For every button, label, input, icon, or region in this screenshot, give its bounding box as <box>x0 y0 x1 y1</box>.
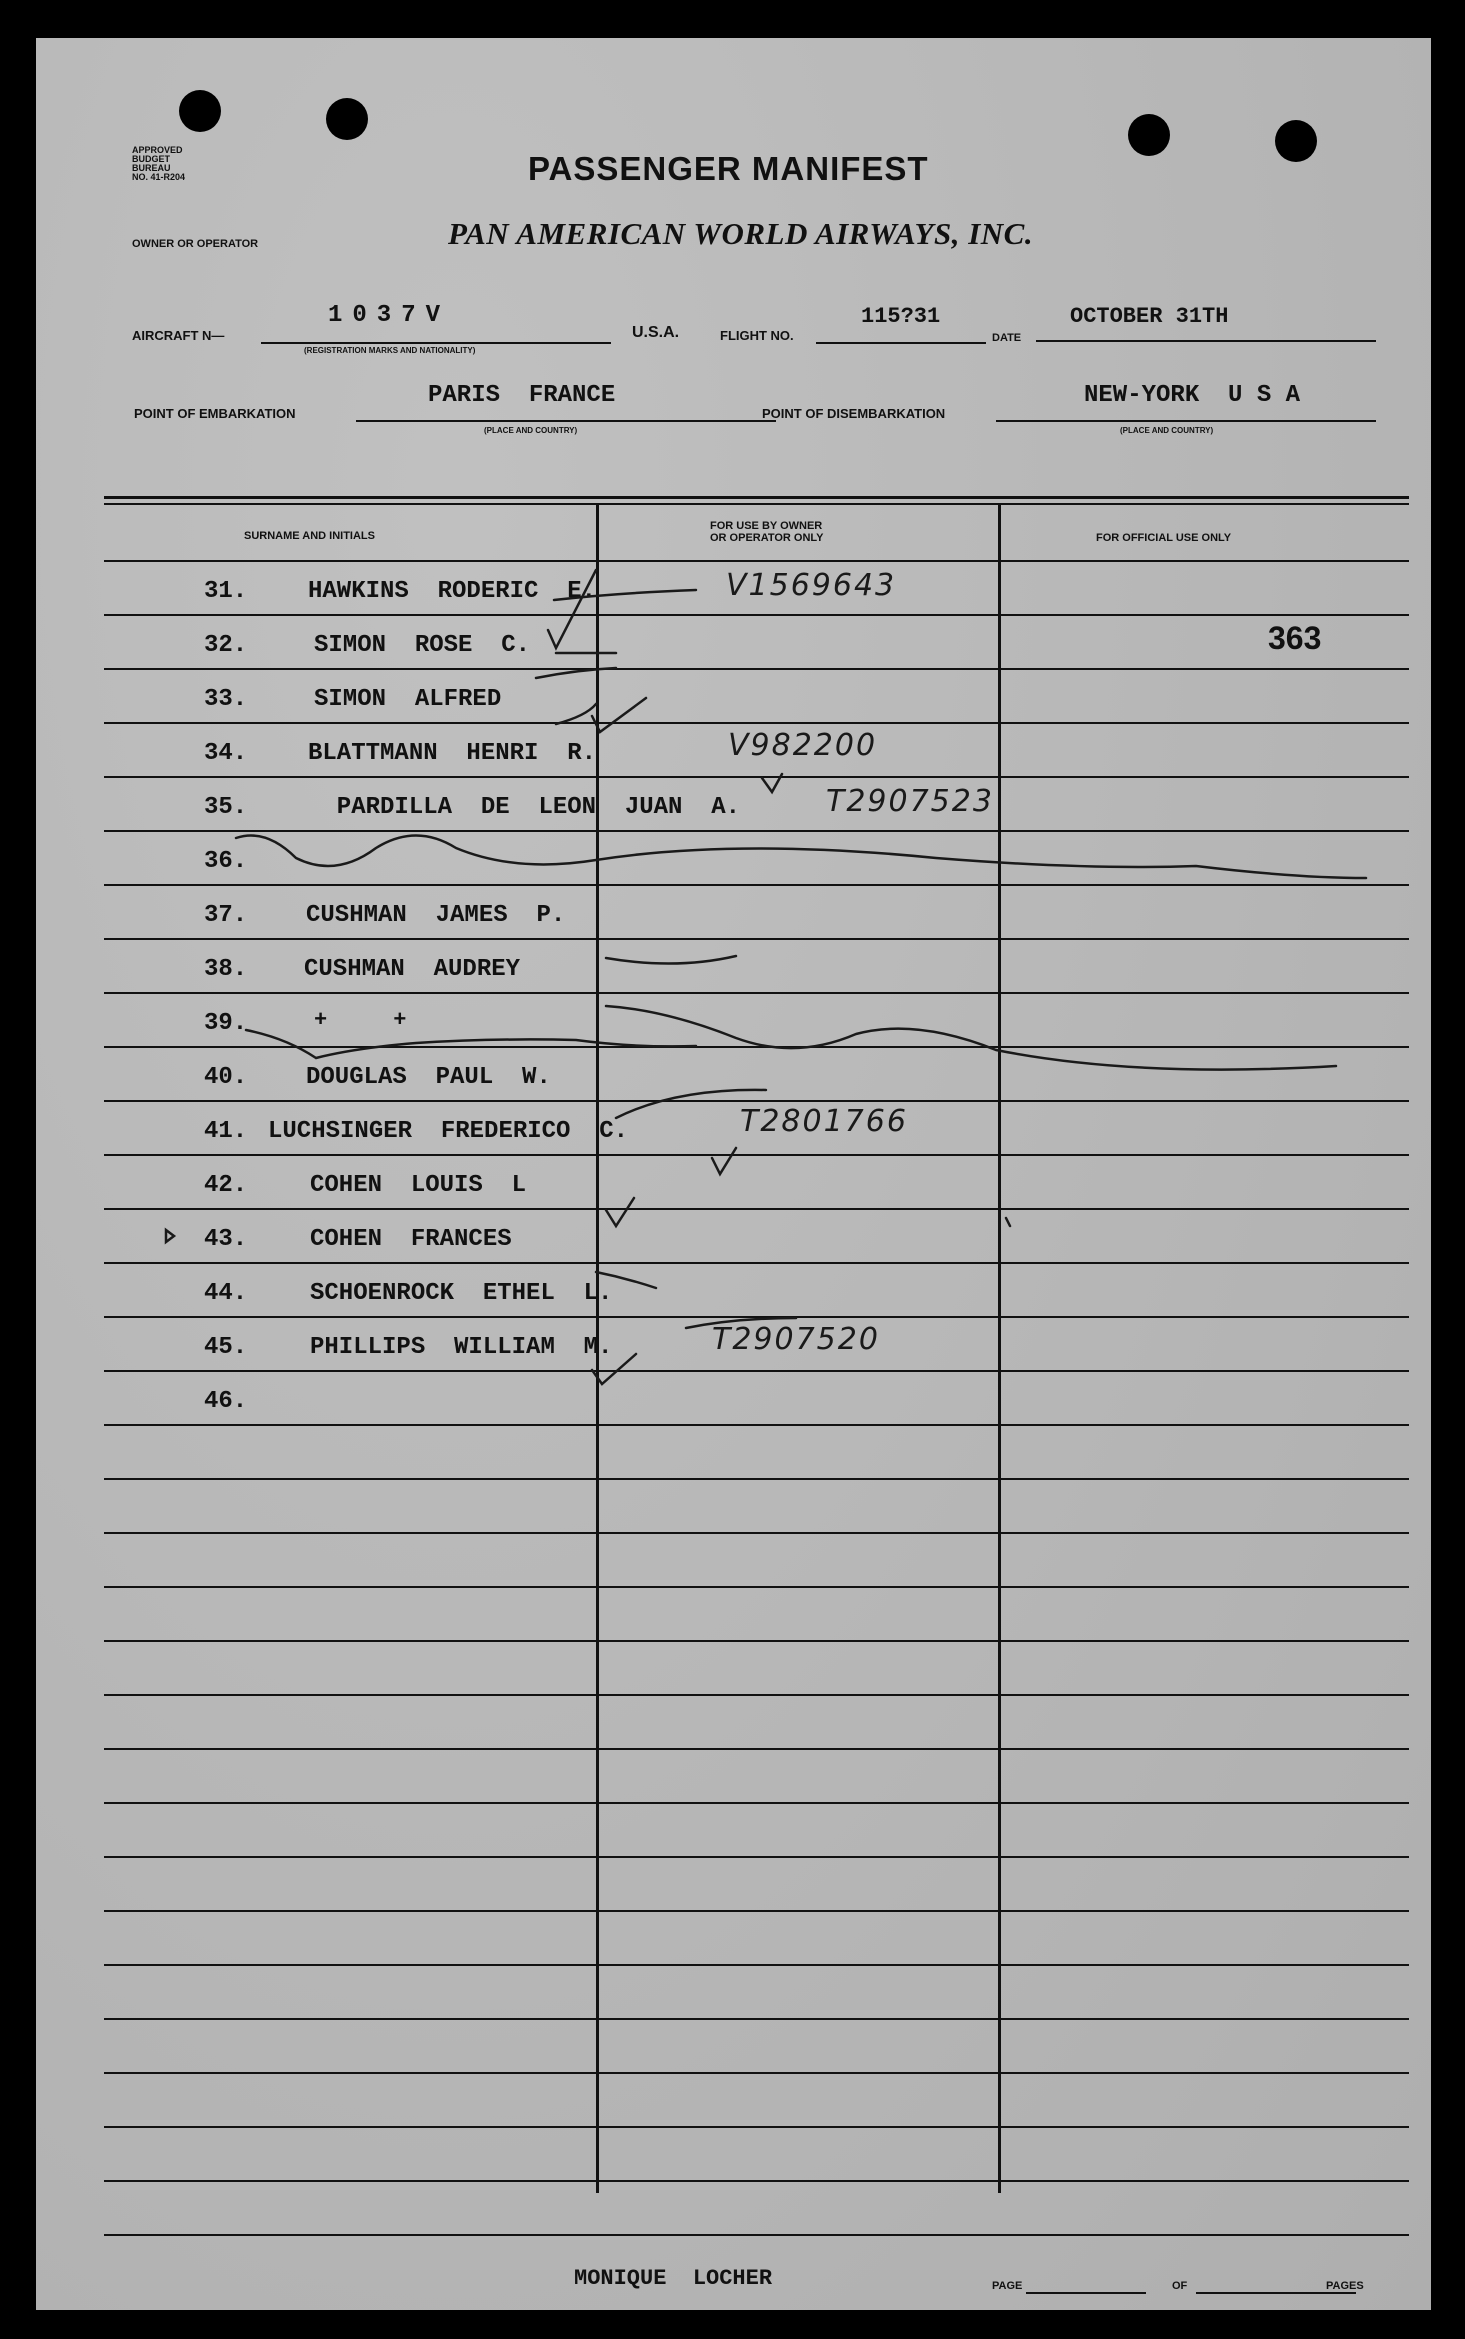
table-rule-line <box>104 2180 1409 2182</box>
date-underline <box>1036 340 1376 342</box>
flight-number: 115?31 <box>861 304 941 329</box>
signature-name: MONIQUE LOCHER <box>574 2266 773 2291</box>
passenger-name: COHEN FRANCES <box>310 1226 512 1253</box>
punch-hole <box>179 90 221 132</box>
table-top-rule <box>104 496 1409 499</box>
row-number: 42. <box>204 1172 248 1199</box>
page-underline <box>1026 2292 1146 2294</box>
passenger-name: COHEN LOUIS L <box>310 1172 527 1199</box>
passenger-name: CUSHMAN JAMES P. <box>306 902 566 929</box>
registration-label: (REGISTRATION MARKS AND NATIONALITY) <box>304 346 476 355</box>
passenger-name: SIMON ROSE C. <box>314 632 531 659</box>
flight-underline <box>816 342 986 344</box>
handwritten-marks <box>36 518 1431 1718</box>
row-number: 41. <box>204 1118 248 1145</box>
disembark-value: NEW-YORK U S A <box>1084 382 1301 409</box>
disembark-label: POINT OF DISEMBARKATION <box>762 406 946 421</box>
aircraft-label: AIRCRAFT N— <box>132 328 225 343</box>
aircraft-underline <box>261 342 611 344</box>
table-rule-line <box>104 1910 1409 1912</box>
country-label: U.S.A. <box>632 324 680 341</box>
punch-hole <box>1128 114 1170 156</box>
row-number: 37. <box>204 902 248 929</box>
row-number: 40. <box>204 1064 248 1091</box>
row-number: 31. <box>204 578 248 605</box>
embark-place-label: (PLACE AND COUNTRY) <box>484 426 578 435</box>
disembark-place-label: (PLACE AND COUNTRY) <box>1120 426 1214 435</box>
row-number: 34. <box>204 740 248 767</box>
embark-underline <box>356 420 776 422</box>
embark-label: POINT OF EMBARKATION <box>134 406 296 421</box>
page-title: PASSENGER MANIFEST <box>528 150 929 187</box>
table-rule-line <box>104 1802 1409 1804</box>
passenger-name: HAWKINS RODERIC E. <box>308 578 597 605</box>
passenger-name: BLATTMANN HENRI R. <box>308 740 597 767</box>
row-number: 35. <box>204 794 248 821</box>
airline-name: PAN AMERICAN WORLD AIRWAYS, INC. <box>448 216 1034 251</box>
passenger-name: PHILLIPS WILLIAM M. <box>310 1334 613 1361</box>
table-rule-line <box>104 1964 1409 1966</box>
manifest-sheet <box>36 38 1431 2310</box>
official-number: 363 <box>1268 620 1322 656</box>
owner-label: OWNER OR OPERATOR <box>132 238 259 250</box>
col-header-official: FOR OFFICIAL USE ONLY <box>1096 532 1232 544</box>
embark-value: PARIS FRANCE <box>428 382 616 409</box>
approval-block <box>132 146 185 182</box>
col-header-names: SURNAME AND INITIALS <box>244 530 375 542</box>
col-header-owner: FOR USE BY OWNER <box>710 520 823 532</box>
passport-number: T2801766 <box>740 1104 908 1139</box>
punch-hole <box>1275 120 1317 162</box>
table-rule-line <box>104 2126 1409 2128</box>
passenger-name: PARDILLA DE LEON JUAN A. <box>308 794 741 821</box>
date-label: DATE <box>992 332 1022 344</box>
row-number: 33. <box>204 686 248 713</box>
passenger-name: LUCHSINGER FREDERICO C. <box>268 1118 629 1145</box>
passenger-name: DOUGLAS PAUL W. <box>306 1064 551 1091</box>
disembark-underline <box>996 420 1376 422</box>
row-number: 39. <box>204 1010 248 1037</box>
passenger-name: CUSHMAN AUDREY <box>304 956 521 983</box>
table-top-rule <box>104 503 1409 505</box>
col-header-owner: OR OPERATOR ONLY <box>710 532 824 544</box>
passport-number: T2907520 <box>712 1322 880 1357</box>
table-rule-line <box>104 1748 1409 1750</box>
flight-label: FLIGHT NO. <box>720 328 794 343</box>
row-number: 36. <box>204 848 248 875</box>
punch-hole <box>326 98 368 140</box>
approval-line: BUREAU <box>132 163 171 173</box>
passport-number: V1569643 <box>726 568 897 603</box>
footer-rule <box>104 2234 1409 2236</box>
row-number: 43. <box>204 1226 248 1253</box>
of-label: OF <box>1172 2280 1188 2292</box>
of-underline <box>1196 2292 1356 2294</box>
page-label: PAGE <box>992 2280 1023 2292</box>
pages-label: PAGES <box>1326 2280 1364 2292</box>
row-number: 44. <box>204 1280 248 1307</box>
row-number: 46. <box>204 1388 248 1415</box>
table-rule-line <box>104 1856 1409 1858</box>
row-number: 45. <box>204 1334 248 1361</box>
flight-date: OCTOBER 31TH <box>1070 304 1229 329</box>
approval-line: NO. 41-R204 <box>132 172 186 182</box>
table-rule-line <box>104 2072 1409 2074</box>
approval-line: BUDGET <box>132 154 170 164</box>
cross-mark: + + <box>314 1008 407 1033</box>
aircraft-number: 1037V <box>328 302 451 329</box>
table-rule-line <box>104 2018 1409 2020</box>
approval-line: APPROVED <box>132 145 183 155</box>
row-number: 32. <box>204 632 248 659</box>
passenger-name: SCHOENROCK ETHEL L. <box>310 1280 613 1307</box>
passenger-name: SIMON ALFRED <box>314 686 502 713</box>
row-number: 38. <box>204 956 248 983</box>
passport-number: V982200 <box>728 728 878 763</box>
passport-number: T2907523 <box>826 784 994 819</box>
